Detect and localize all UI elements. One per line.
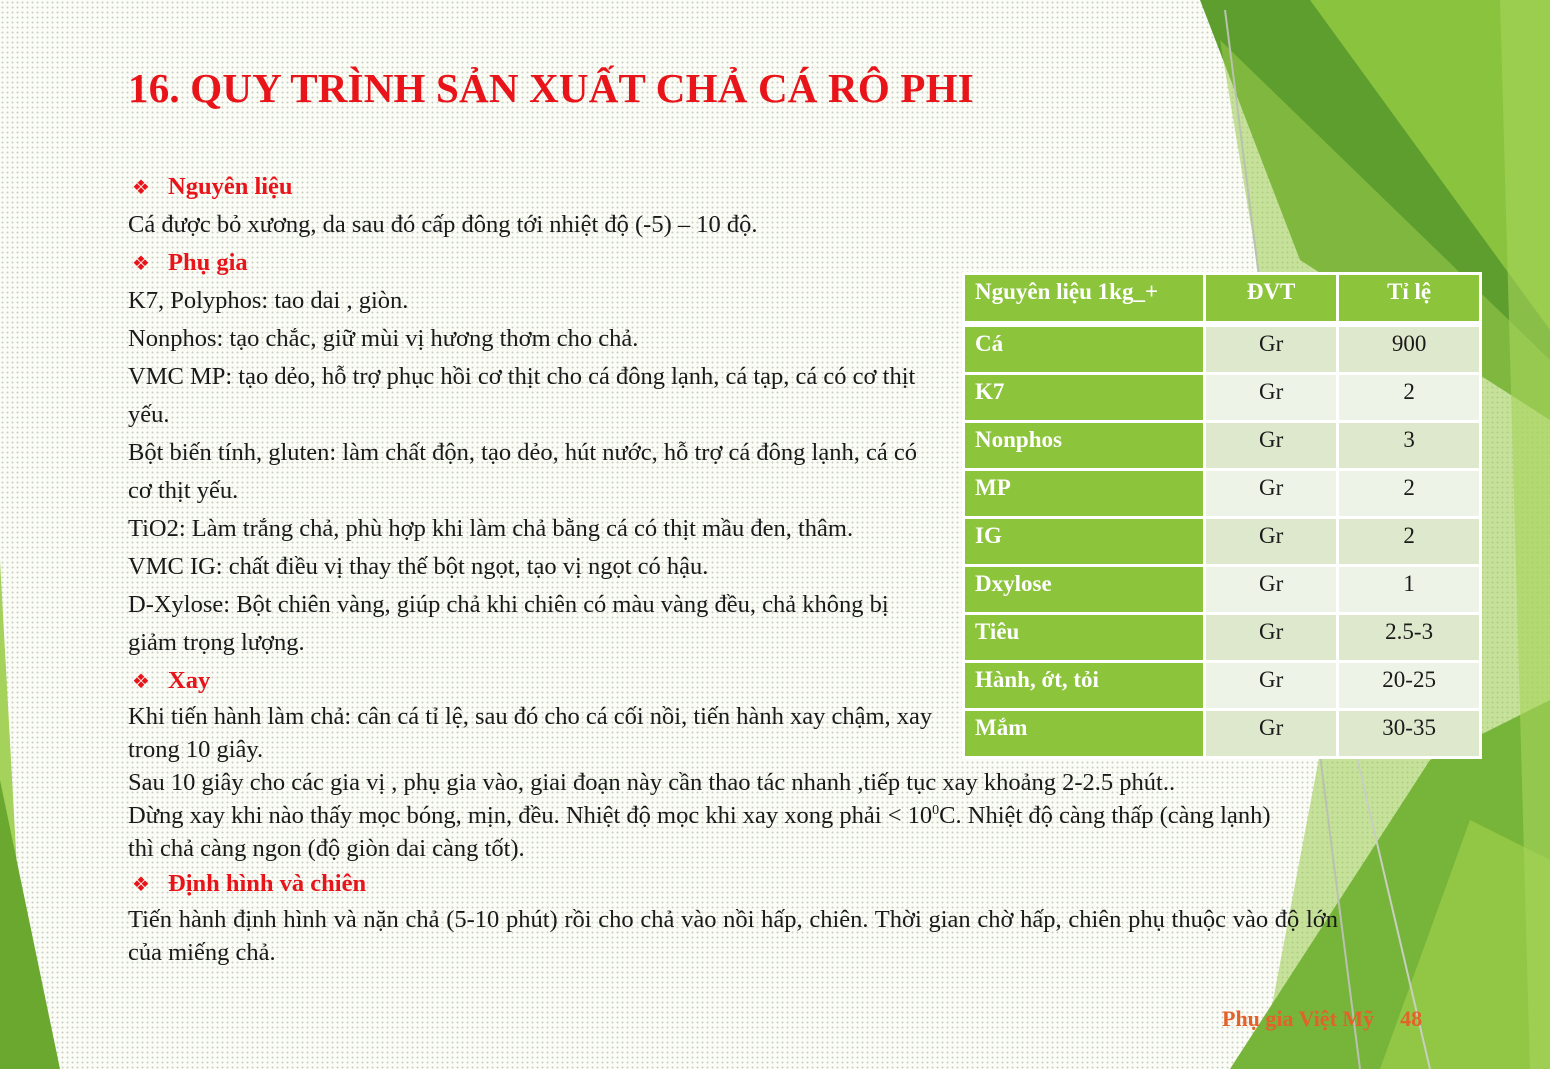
table-row: [964, 422, 1481, 470]
diamond-bullet-icon: ❖: [132, 251, 150, 275]
header-ratio: Tỉ lệ: [1338, 274, 1481, 325]
ratio-cell: 1: [1338, 566, 1481, 614]
diamond-bullet-icon: ❖: [132, 872, 150, 896]
phu-gia-line: TiO2: Làm trắng chả, phù hợp khi làm chả bằng cá có thịt mầu đen, thâm.: [128, 515, 854, 542]
unit-cell: Gr: [1205, 422, 1338, 470]
table-row: [964, 324, 1481, 374]
ratio-cell: 2.5-3: [1338, 614, 1481, 662]
unit-cell: Gr: [1205, 614, 1338, 662]
ratio-cell: 2: [1338, 518, 1481, 566]
xay-line-1: Khi tiến hành làm chả: cân cá tỉ lệ, sau đó cho cá cối nồi, tiến hành xay chậm, xay trong 10 giây.: [128, 703, 933, 763]
ratio-cell: 2: [1338, 470, 1481, 518]
phu-gia-line: VMC MP: tạo dẻo, hỗ trợ phục hồi cơ thịt cho cá đông lạnh, cá tạp, cá có cơ thịt yếu.: [128, 363, 916, 428]
ratio-cell: 20-25: [1338, 662, 1481, 710]
diamond-bullet-icon: ❖: [132, 175, 150, 199]
table-row: [964, 614, 1481, 662]
ingredient-cell: MP: [964, 470, 1205, 518]
heading-dinh-hinh: [128, 865, 1338, 903]
ratio-cell: 900: [1338, 324, 1481, 374]
heading-nguyen-lieu: [128, 168, 1338, 206]
phu-gia-line: K7, Polyphos: tao dai , giòn.: [128, 287, 409, 314]
xay-line-3-a: Dừng xay khi nào thấy mọc bóng, mịn, đều. Nhiệt độ mọc khi xay xong phải < 10: [128, 802, 933, 829]
table-header-row: [964, 274, 1481, 325]
unit-cell: Gr: [1205, 710, 1338, 758]
phu-gia-list: [128, 282, 943, 662]
heading-label: Nguyên liệu: [168, 173, 293, 200]
ingredient-cell: Cá: [964, 324, 1205, 374]
table-row: [964, 710, 1481, 758]
ratio-cell: 3: [1338, 422, 1481, 470]
ingredient-cell: Dxylose: [964, 566, 1205, 614]
phu-gia-line: VMC IG: chất điều vị thay thế bột ngọt, tạo vị ngọt có hậu.: [128, 553, 709, 580]
unit-cell: Gr: [1205, 518, 1338, 566]
ingredient-cell: Nonphos: [964, 422, 1205, 470]
diamond-bullet-icon: ❖: [132, 669, 150, 693]
xay-line-3-b: C. Nhiệt độ càng thấp (càng lạnh) thì chả càng ngon (độ giòn dai càng tốt).: [128, 802, 1271, 862]
header-ingredient: Nguyên liệu 1kg_+: [964, 274, 1205, 325]
ingredient-cell: Mắm: [964, 710, 1205, 758]
heading-label: Định hình và chiên: [168, 870, 367, 897]
slide-footer: [1222, 1006, 1422, 1032]
table-row: [964, 374, 1481, 422]
footer-brand: Phụ gia Việt Mỹ: [1222, 1006, 1375, 1031]
page-number: 48: [1400, 1006, 1423, 1031]
ingredient-cell: IG: [964, 518, 1205, 566]
dinh-hinh-text: Tiến hành định hình và nặn chả (5-10 phút) rồi cho chả vào nồi hấp, chiên. Thời gian chờ hấp, chiên phụ thuộc vào độ lớn của miếng chả.: [128, 906, 1338, 966]
ratio-cell: 2: [1338, 374, 1481, 422]
unit-cell: Gr: [1205, 566, 1338, 614]
phu-gia-line: D-Xylose: Bột chiên vàng, giúp chả khi chiên có màu vàng đều, chả không bị giảm trọng lượng.: [128, 591, 889, 656]
unit-cell: Gr: [1205, 470, 1338, 518]
unit-cell: Gr: [1205, 374, 1338, 422]
ratio-cell: 30-35: [1338, 710, 1481, 758]
table-row: [964, 470, 1481, 518]
page-title: 16. QUY TRÌNH SẢN XUẤT CHẢ CÁ RÔ PHI: [128, 65, 974, 111]
heading-label: Xay: [168, 667, 211, 694]
xay-line-3: [128, 799, 1278, 865]
nguyen-lieu-text: Cá được bỏ xương, da sau đó cấp đông tới nhiệt độ (-5) – 10 độ.: [128, 211, 758, 238]
table-row: [964, 566, 1481, 614]
heading-label: Phụ gia: [168, 249, 248, 276]
ingredient-cell: K7: [964, 374, 1205, 422]
phu-gia-line: Bột biến tính, gluten: làm chất độn, tạo dẻo, hút nước, hỗ trợ cá đông lạnh, cá có cơ thịt yếu.: [128, 439, 917, 504]
recipe-table: [962, 272, 1482, 759]
header-unit: ĐVT: [1205, 274, 1338, 325]
ingredient-cell: Hành, ớt, tỏi: [964, 662, 1205, 710]
unit-cell: Gr: [1205, 324, 1338, 374]
table-row: [964, 518, 1481, 566]
unit-cell: Gr: [1205, 662, 1338, 710]
ingredient-cell: Tiêu: [964, 614, 1205, 662]
table-row: [964, 662, 1481, 710]
superscript-zero: 0: [932, 802, 940, 818]
phu-gia-line: Nonphos: tạo chắc, giữ mùi vị hương thơm cho chả.: [128, 325, 639, 352]
xay-line-2: Sau 10 giây cho các gia vị , phụ gia vào, giai đoạn này cần thao tác nhanh ,tiếp tục xay khoảng 2-2.5 phút..: [128, 769, 1176, 796]
